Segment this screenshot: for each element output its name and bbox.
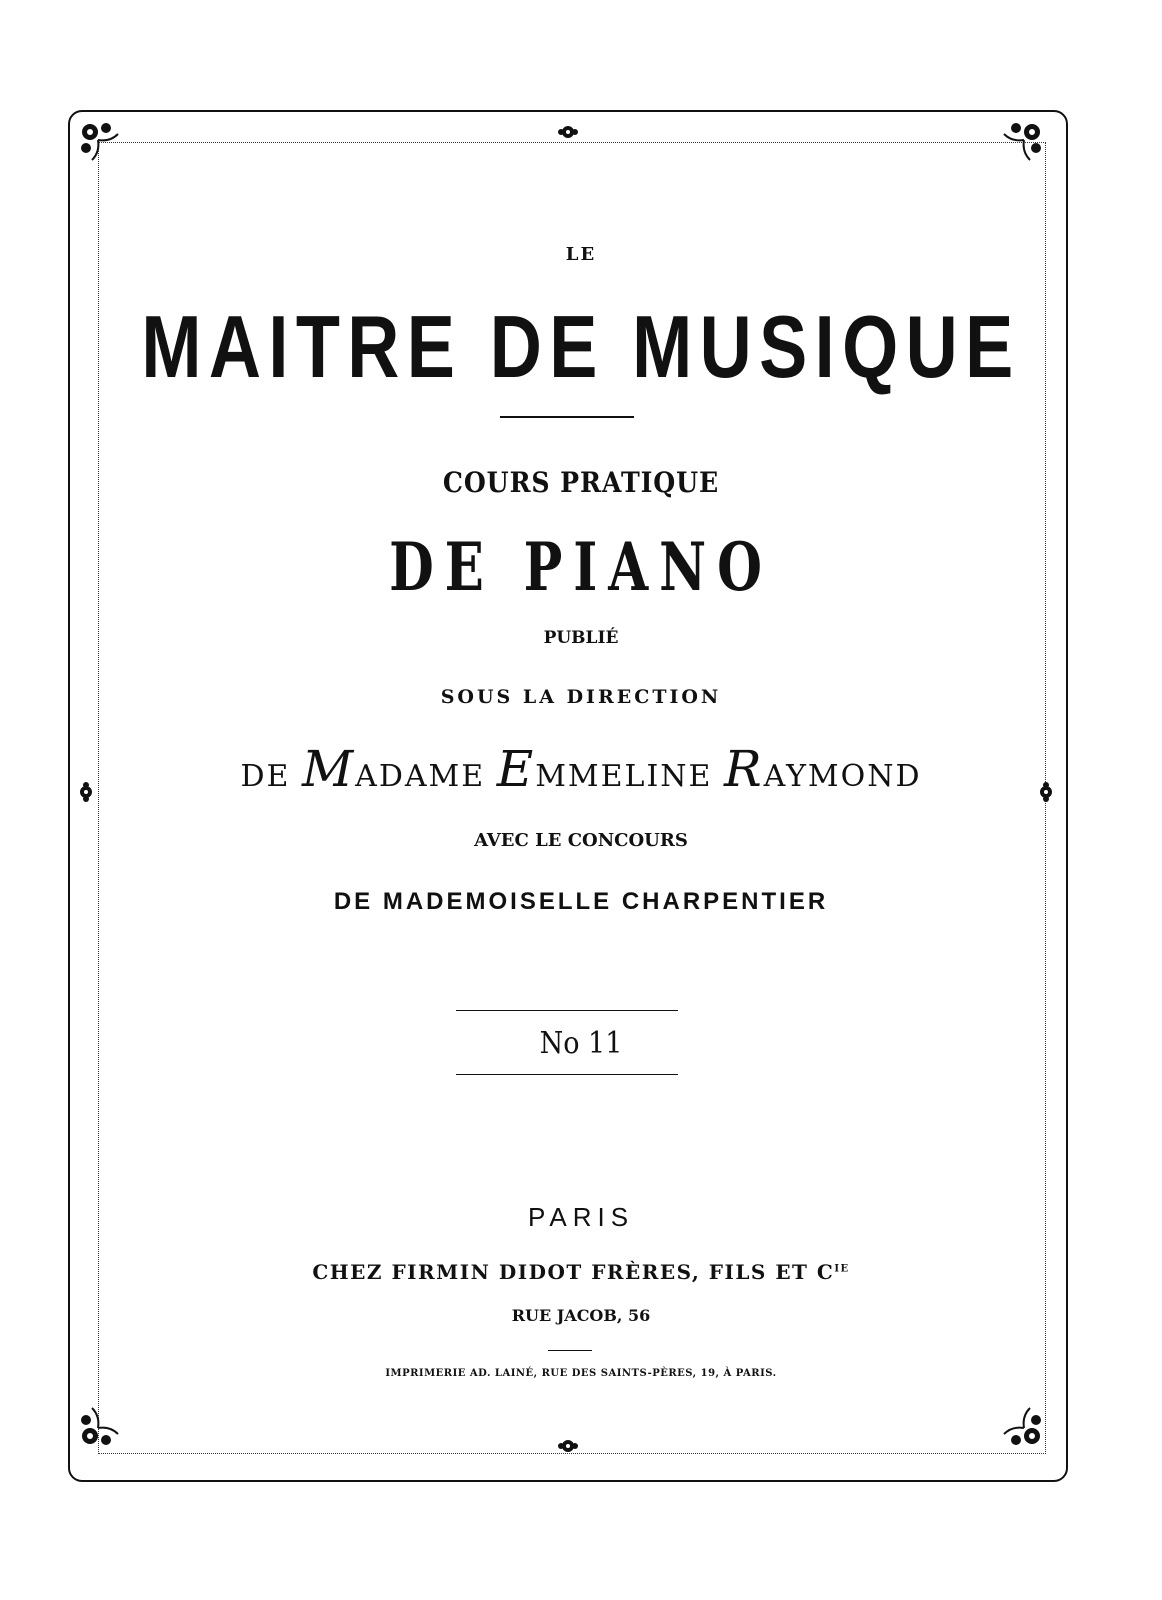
imprint-publisher <box>0 1260 1162 1284</box>
main-title: MAITRE DE MUSIQUE <box>141 297 1021 396</box>
director-m-initial: M <box>301 740 356 798</box>
collaborator-name: DE MADEMOISELLE CHARPENTIER <box>333 888 829 915</box>
imprint-city: PARIS <box>527 1202 635 1232</box>
fleuron-corner-icon <box>1000 120 1044 164</box>
fleuron-corner-icon <box>78 1404 122 1448</box>
title-article: LE <box>565 244 597 265</box>
direction-label: SOUS LA DIRECTION <box>440 686 722 708</box>
title-rule <box>500 416 634 418</box>
number-rule-top <box>456 1010 678 1011</box>
publisher-suffix: IE <box>834 1263 850 1275</box>
concours-label: AVEC LE CONCOURS <box>474 830 688 851</box>
director-de: DE <box>240 759 291 794</box>
fleuron-corner-icon <box>78 120 122 164</box>
imprint-printer: IMPRIMERIE AD. LAINÉ, RUE DES SAINTS-PÈRES, 19, À PARIS. <box>385 1368 777 1379</box>
director-e-rest: MMELINE <box>535 759 713 794</box>
director-m-rest: ADAME <box>355 759 486 794</box>
imprint-address: RUE JACOB, 56 <box>511 1306 651 1325</box>
publie-label: PUBLIÉ <box>543 628 619 648</box>
subtitle-cours: COURS PRATIQUE <box>442 466 720 499</box>
fleuron-mid-icon <box>556 1434 580 1458</box>
director-r-initial: R <box>724 740 764 798</box>
issue-number: No 11 <box>539 1026 623 1061</box>
subtitle-piano: DE PIANO <box>389 528 773 606</box>
publisher-name: CHEZ FIRMIN DIDOT FRÈRES, FILS ET C <box>312 1260 835 1284</box>
number-rule-bottom <box>456 1074 678 1075</box>
director-r-rest: AYMOND <box>763 759 922 794</box>
director-e-initial: E <box>496 740 536 798</box>
director-name <box>0 740 1162 798</box>
fleuron-mid-icon <box>556 120 580 144</box>
fleuron-corner-icon <box>1000 1404 1044 1448</box>
imprint-rule <box>548 1350 592 1351</box>
